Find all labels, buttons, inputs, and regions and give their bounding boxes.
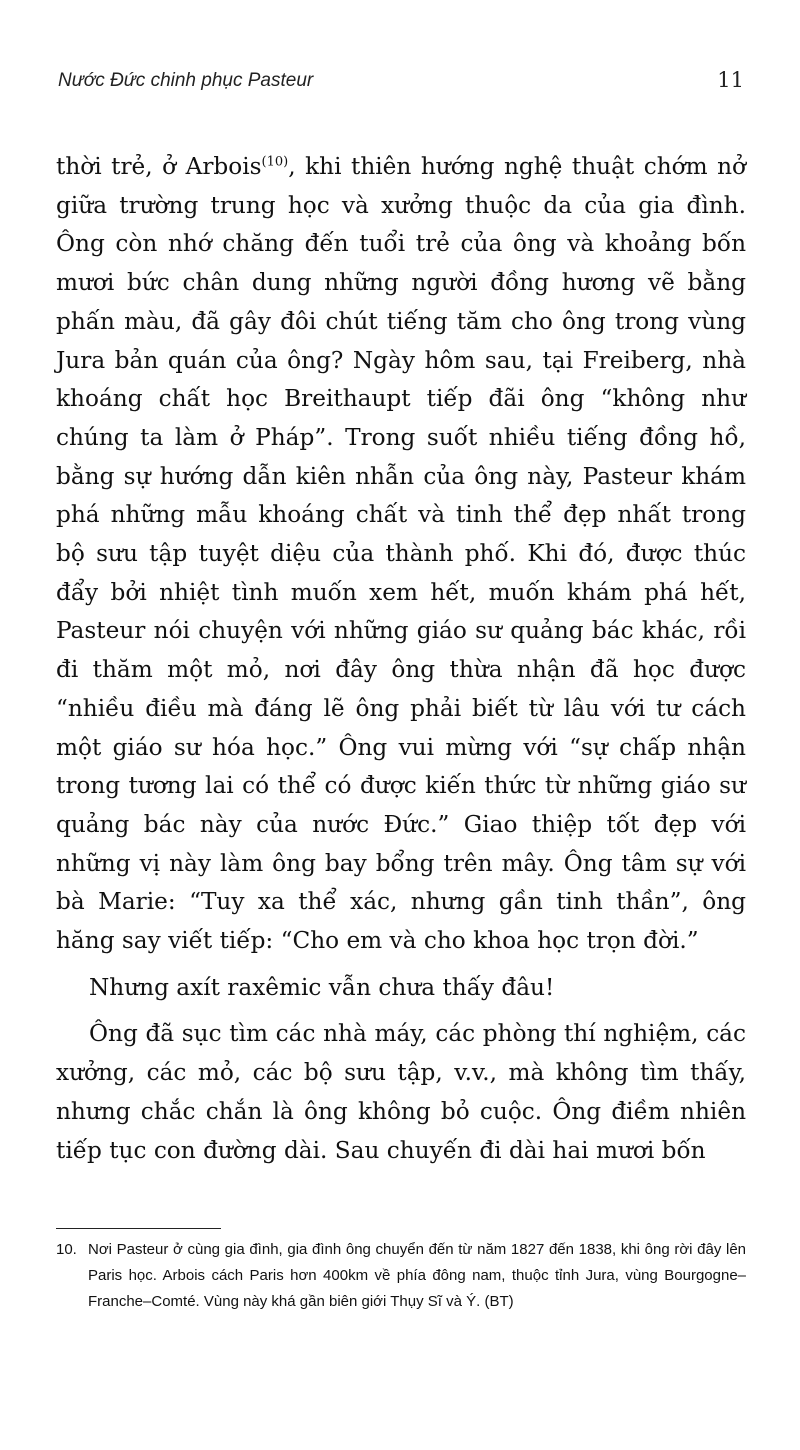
paragraph-1-start: thời trẻ, ở Arbois xyxy=(56,153,262,180)
running-header-title: Nước Đức chinh phục Pasteur xyxy=(58,70,314,91)
footnote-number: 10. xyxy=(56,1241,77,1258)
body-text xyxy=(56,148,746,1170)
footnote xyxy=(56,1237,746,1315)
paragraph-1 xyxy=(56,148,746,961)
footnote-divider xyxy=(56,1228,221,1229)
footnote-reference: (10) xyxy=(261,154,289,170)
paragraph-1-rest: , khi thiên hướng nghệ thuật chớm nở giữa trường trung học và xưởng thuộc da của gia đình. Ông còn nhớ chăng đến tuổi trẻ của ông và khoảng bốn mươi bức chân dung những người đồng hương vẽ bằng phấn màu, đã gây đôi chút tiếng tăm cho ông trong vùng Jura bản quán của ông? Ngày hôm sau, tại Freiberg, nhà khoáng chất học Breithaupt tiếp đãi ông “không như chúng ta làm ở Pháp”. Trong suốt nhiều tiếng đồng hồ, bằng sự hướng dẫn kiên nhẫn của ông này, Pasteur khám phá những mẫu khoáng chất và tinh thể đẹp nhất trong bộ sưu tập tuyệt diệu của thành phố. Khi đó, được thúc đẩy bởi nhiệt tình muốn xem hết, muốn khám phá hết, Pasteur nói chuyện với những giáo sư quảng bác khác, rồi đi thăm một mỏ, nơi đây ông thừa nhận đã học được “nhiều điều mà đáng lẽ ông phải biết từ lâu với tư cách một giáo sư hóa học.” Ông vui mừng với “sự chấp nhận trong tương lai có thể có được kiến thức từ những giáo sư quảng bác này của nước Đức.” Giao thiệp tốt đẹp với những vị này làm ông bay bổng trên mây. Ông tâm sự với bà Marie: “Tuy xa thể xác, nhưng gần tinh thần”, ông hăng say viết tiếp: “Cho em và cho khoa học trọn đời.” xyxy=(56,153,746,955)
page-number: 11 xyxy=(717,68,744,92)
paragraph-3: Ông đã sục tìm các nhà máy, các phòng thí nghiệm, các xưởng, các mỏ, các bộ sưu tập, v.v., mà không tìm thấy, nhưng chắc chắn là ông không bỏ cuộc. Ông điềm nhiên tiếp tục con đường dài. Sau chuyến đi dài hai mươi bốn xyxy=(56,1020,746,1164)
paragraph-2: Nhưng axít raxêmic vẫn chưa thấy đâu! xyxy=(89,973,555,1001)
footnote-text: Nơi Pasteur ở cùng gia đình, gia đình ông chuyển đến từ năm 1827 đến 1838, khi ông rời đây lên Paris học. Arbois cách Paris hơn 400km về phía đông nam, thuộc tỉnh Jura, vùng Bourgogne–Franche–Comté. Vùng này khá gần biên giới Thụy Sĩ và Ý. (BT) xyxy=(88,1241,746,1310)
